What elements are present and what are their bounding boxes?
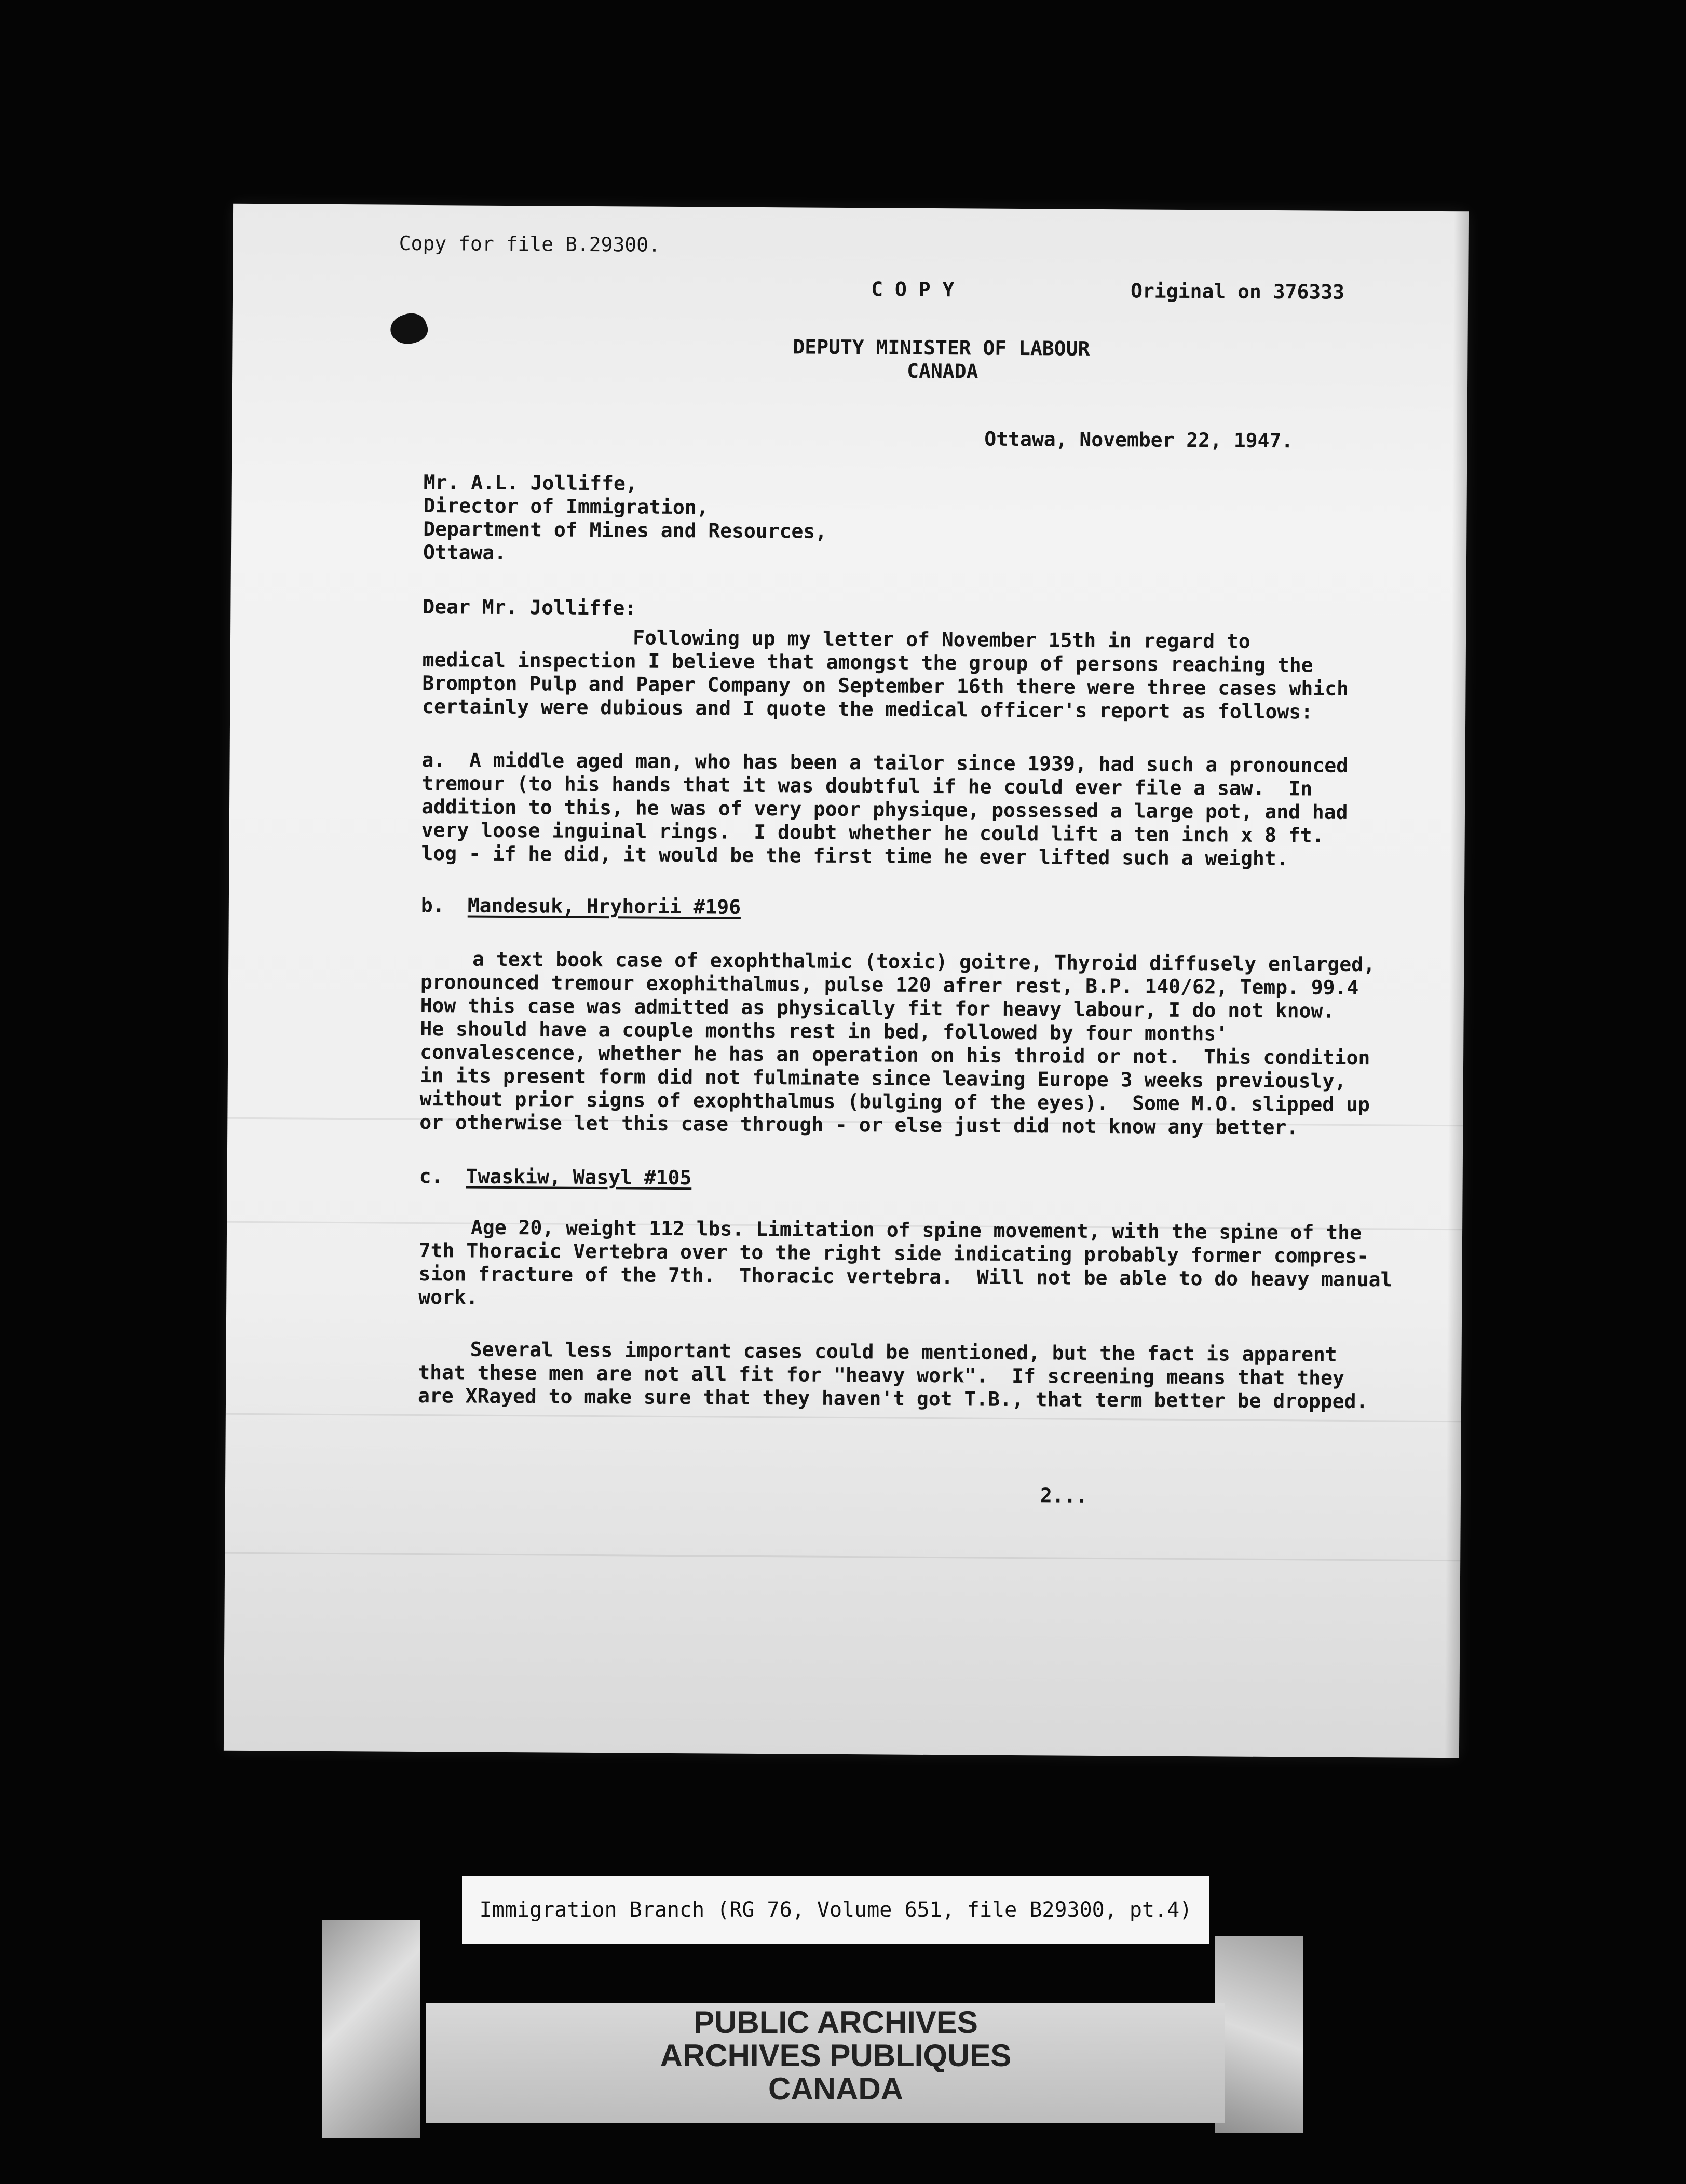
case-a-line: tremour (to his hands that it was doubtful if he could ever file a saw. In	[421, 771, 1313, 800]
original-reference: Original on 376333	[1130, 279, 1345, 304]
case-b-line: How this case was admitted as physically fit for heavy labour, I do not know.	[420, 993, 1335, 1022]
date-line: Ottawa, November 22, 1947.	[984, 427, 1294, 453]
intro-line: Brompton Pulp and Paper Company on September 16th there were three cases which	[422, 672, 1349, 700]
salutation: Dear Mr. Jolliffe:	[423, 595, 637, 620]
department-name: DEPUTY MINISTER OF LABOUR	[793, 335, 1090, 360]
archive-reference-label: Immigration Branch (RG 76, Volume 651, file B29300, pt.4)	[462, 1876, 1209, 1944]
case-b-letter: b.	[420, 893, 445, 917]
case-a-line: a. A middle aged man, who has been a tailor since 1939, had such a pronounced	[421, 748, 1349, 777]
case-b-line: He should have a couple months rest in bed, followed by four months'	[420, 1017, 1228, 1045]
paper-scrap-left	[322, 1920, 420, 2138]
closing-line: are XRayed to make sure that they haven't got T.B., that term better be dropped.	[417, 1384, 1368, 1413]
stamp-line: PUBLIC ARCHIVES	[694, 2005, 978, 2040]
address-line: Director of Immigration,	[423, 494, 709, 519]
address-line: Mr. A.L. Jolliffe,	[423, 471, 637, 495]
case-b-line: without prior signs of exophthalmus (bulging of the eyes). Some M.O. slipped up	[419, 1087, 1370, 1116]
case-a-line: log - if he did, it would be the first time he ever lifted such a weight.	[421, 841, 1288, 870]
case-c-line: work.	[418, 1285, 478, 1309]
case-b-line: a text book case of exophthalmic (toxic) goitre, Thyroid diffusely enlarged,	[472, 947, 1376, 976]
fold-line	[226, 1413, 1461, 1423]
case-c-name: Twaskiw, Wasyl #105	[466, 1165, 692, 1190]
file-note: Copy for file B.29300.	[399, 231, 661, 256]
intro-line: Following up my letter of November 15th in regard to	[632, 626, 1250, 653]
case-a-line: addition to this, he was of very poor physique, possessed a large pot, and had	[421, 795, 1348, 824]
case-c-line: Age 20, weight 112 lbs. Limitation of spine movement, with the spine of the	[470, 1216, 1362, 1245]
closing-line: Several less important cases could be mentioned, but the fact is apparent	[470, 1337, 1337, 1366]
case-b-line: or otherwise let this case through - or else just did not know any better.	[419, 1110, 1299, 1139]
case-c-line: 7th Thoracic Vertebra over to the right side indicating probably former compres-	[418, 1238, 1369, 1268]
country-name: CANADA	[907, 359, 978, 383]
case-b-line: in its present form did not fulminate since leaving Europe 3 weeks previously,	[419, 1063, 1347, 1093]
case-c-letter: c.	[419, 1164, 443, 1188]
address-line: Ottawa.	[423, 541, 507, 564]
case-c-line: sion fracture of the 7th. Thoracic vertebra. Will not be able to do heavy manual	[418, 1262, 1393, 1291]
ink-stain	[387, 309, 431, 349]
letter-page	[224, 204, 1469, 1758]
address-line: Department of Mines and Resources,	[423, 517, 827, 543]
case-b-name: Mandesuk, Hryhorii #196	[467, 894, 741, 919]
fold-line	[225, 1552, 1460, 1562]
case-a-line: very loose inguinal rings. I doubt whether he could lift a ten inch x 8 ft.	[421, 818, 1324, 847]
copy-label: C O P Y	[871, 278, 955, 302]
case-b-line: convalescence, whether he has an operation on his throid or not. This condition	[420, 1040, 1370, 1070]
case-b-line: pronounced tremour exophithalmus, pulse 120 afrer rest, B.P. 140/62, Temp. 99.4	[420, 970, 1359, 1000]
archive-stamp	[623, 2006, 1049, 2106]
paper-scrap-right	[1215, 1936, 1303, 2133]
stamp-line: CANADA	[768, 2071, 903, 2106]
closing-line: that these men are not all fit for "heavy work". If screening means that they	[418, 1360, 1344, 1389]
page-continuation: 2...	[1040, 1484, 1088, 1507]
stamp-line: ARCHIVES PUBLIQUES	[660, 2038, 1012, 2073]
intro-line: certainly were dubious and I quote the medical officer's report as follows:	[422, 695, 1313, 724]
intro-line: medical inspection I believe that amongst the group of persons reaching the	[422, 648, 1313, 677]
